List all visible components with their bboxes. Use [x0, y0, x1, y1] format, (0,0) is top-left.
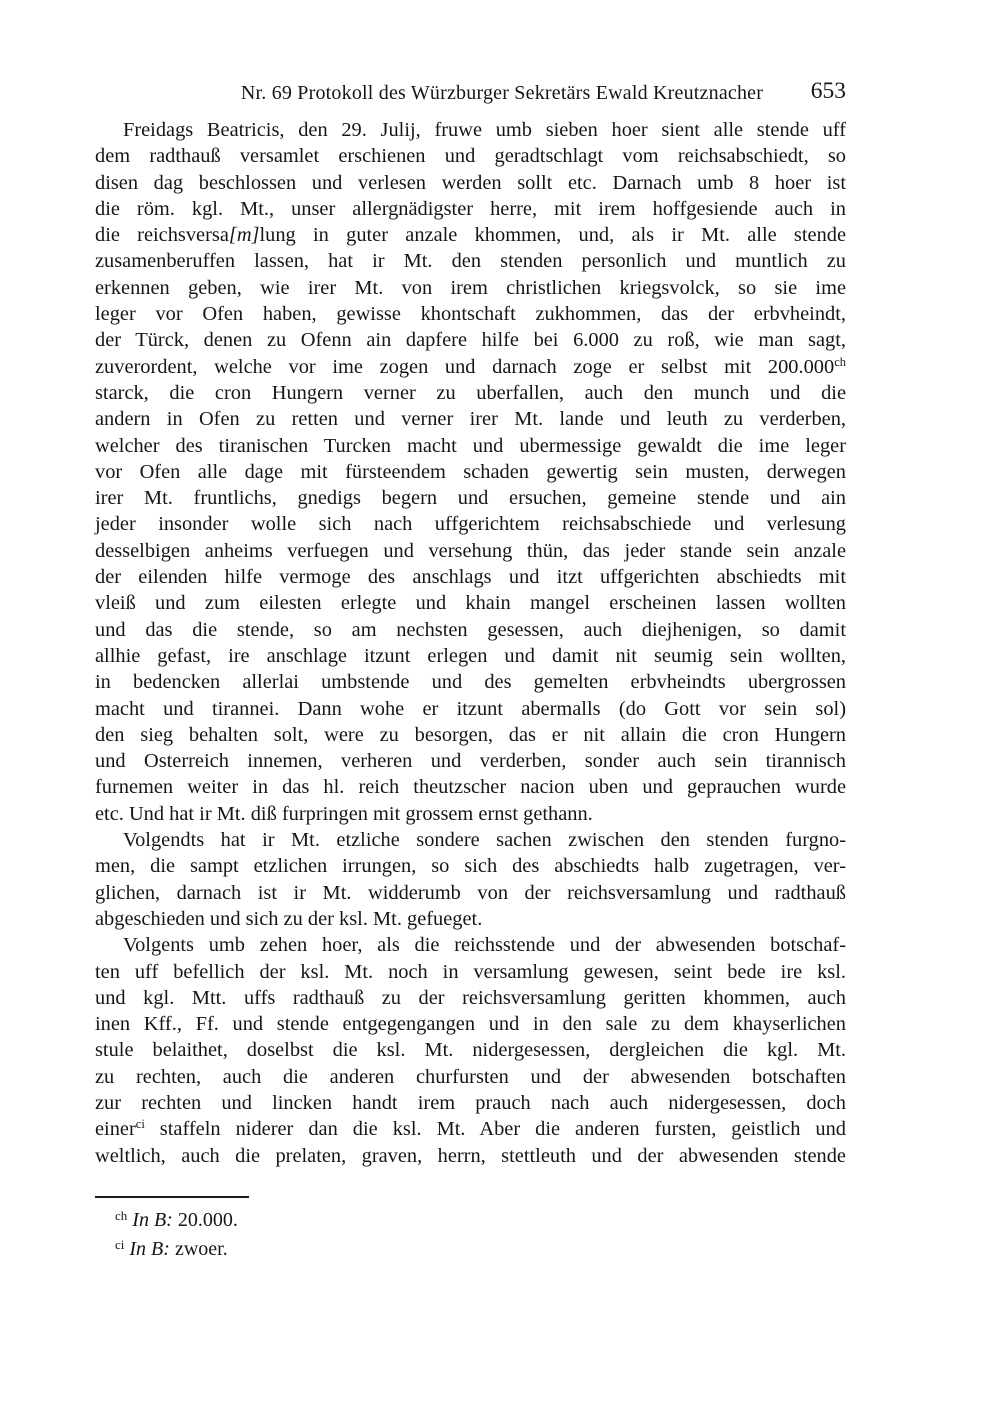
text-line — [95, 1037, 846, 1063]
text-segment: die röm. kgl. Mt., unser allergnädigster herre, mit irem hoffgesiende auch in — [95, 197, 846, 220]
paragraph — [95, 827, 846, 932]
text-segment: jeder insonder wolle sich nach uffgerichtem reichsabschiede und verlesung — [95, 513, 846, 536]
paragraph — [95, 932, 846, 1169]
footnote-list — [95, 1206, 846, 1263]
text-line — [95, 170, 846, 196]
text-segment: der Türck, denen zu Ofenn ain dapfere hilfe bei 6.000 zu roß, wie man sagt, — [95, 329, 846, 352]
text-line — [95, 617, 846, 643]
text-segment: Freidags Beatricis, den 29. Julij, fruwe umb sieben hoer sient alle stende uff — [123, 119, 846, 141]
text-line — [95, 511, 846, 537]
text-line — [95, 906, 846, 932]
text-line — [95, 1090, 846, 1116]
text-segment: glichen, darnach ist ir Mt. widderumb von der reichsversamlung und radthauß — [95, 881, 846, 904]
footnote-marker: ci — [115, 1236, 125, 1252]
text-line — [95, 748, 846, 774]
text-line — [95, 774, 846, 800]
text-line — [95, 275, 846, 301]
text-line — [95, 801, 846, 827]
text-line — [95, 301, 846, 327]
text-line — [95, 1011, 846, 1037]
footnote-reference: ch — [834, 354, 846, 369]
text-line — [95, 590, 846, 616]
text-line — [95, 485, 846, 511]
text-segment: den sieg behalten solt, were zu besorgen, das er nit allain die cron Hungern — [95, 723, 846, 746]
text-segment: men, die sampt etzlichen irrungen, so sich des abschiedts halb zugetragen, ver- — [95, 855, 846, 878]
paragraph — [95, 117, 846, 827]
text-line — [95, 222, 846, 248]
text-line — [95, 459, 846, 485]
text-line — [95, 433, 846, 459]
footnote-source: In B: — [127, 1209, 173, 1231]
text-segment: Volgendts hat ir Mt. etzliche sondere sachen zwischen den stenden furgno- — [123, 829, 846, 852]
footnote-reading: zwoer. — [169, 1237, 228, 1260]
editorial-insertion: [m] — [228, 224, 260, 247]
text-line — [95, 354, 846, 380]
text-segment: zur rechten und lincken handt irem prauch nach auch nidergesessen, doch — [95, 1091, 846, 1114]
footnote — [95, 1206, 846, 1235]
text-line — [95, 406, 846, 432]
text-segment: in bedencken allerlai umbstende und des gemelten erbvheindts ubergrossen — [95, 671, 846, 694]
text-line — [95, 880, 846, 906]
text-segment: macht und tirannei. Dann wohe er itzunt abermalls (do Gott vor sein sol) — [95, 697, 846, 720]
text-line — [95, 1116, 846, 1142]
text-segment: und kgl. Mtt. uffs radthauß zu der reichsversamlung geritten khommen, auch — [95, 986, 846, 1009]
running-header-title: Nr. 69 Protokoll des Würzburger Sekretärs Ewald Kreutznacher — [240, 82, 764, 104]
text-segment: und Osterreich innemen, verheren und verderben, sonder auch sein tirannisch — [95, 750, 846, 773]
footnote-marker: ch — [115, 1208, 128, 1223]
text-segment: leger vor Ofen haben, gewisse khontschaft zukhommen, das der erbvheindt, — [95, 303, 846, 326]
text-line — [95, 380, 846, 406]
text-line — [95, 143, 846, 169]
text-segment: dem radthauß versamlet erschienen und geradtschlagt vom reichsabschiedt, so — [95, 145, 846, 168]
page-number: 653 — [810, 78, 846, 104]
text-segment: vleiß und zum eilesten erlegte und khain mangel erscheinen lassen wollten — [95, 592, 846, 615]
text-segment: zusamenberuffen lassen, hat ir Mt. den stenden personlich und muntlich zu — [95, 250, 846, 273]
text-line — [95, 827, 846, 853]
footnote-source: In B: — [124, 1237, 170, 1260]
text-segment: abgeschieden und sich zu der ksl. Mt. gefueget. — [95, 907, 483, 930]
text-line — [95, 1064, 846, 1090]
text-segment: inen Kff., Ff. und stende entgegengangen und in den sale zu dem khayserlichen — [95, 1013, 846, 1036]
text-segment: starck, die cron Hungern verner zu uberfallen, auch den munch und die — [95, 381, 846, 404]
text-segment: ten uff befellich der ksl. Mt. noch in versamlung gewesen, seint bede ire ksl. — [95, 960, 846, 983]
text-line — [95, 932, 846, 958]
text-segment: irer Mt. fruntlichs, gnedigs begern und ersuchen, gemeine stende und ain — [95, 487, 846, 510]
text-segment: der eilenden hilfe vermoge des anschlags und itzt uffgerichten abschiedts mit — [95, 566, 846, 589]
text-line — [95, 985, 846, 1011]
text-segment: erkennen geben, wie irer Mt. von irem christlichen kriegsvolck, so sie ime — [95, 276, 846, 299]
footnote-separator — [95, 1196, 249, 1198]
body-text — [95, 117, 846, 1169]
text-segment: weltlich, auch die prelaten, graven, herrn, stettleuth und der abwesenden stende — [95, 1144, 846, 1167]
footnote-reading: 20.000. — [172, 1209, 238, 1231]
text-line — [95, 196, 846, 222]
text-segment: und das die stende, so am nechsten gesessen, auch diejhenigen, so damit — [95, 618, 846, 641]
text-line — [95, 643, 846, 669]
text-segment: zu rechten, auch die anderen churfursten und der abwesenden botschaften — [95, 1065, 846, 1088]
text-segment: etc. Und hat ir Mt. diß furpringen mit grossem ernst gethann. — [95, 802, 593, 825]
text-segment: einer — [95, 1118, 136, 1141]
text-segment: furnemen weiter in das hl. reich theutzscher nacion uben und geprauchen wurde — [95, 776, 846, 799]
text-line — [95, 853, 846, 879]
text-segment: zuverordent, welche vor ime zogen und darnach zoge er selbst mit 200.000 — [95, 355, 835, 378]
text-line — [95, 722, 846, 748]
text-segment: die reichsversa — [95, 224, 229, 247]
text-segment: disen dag beschlossen und verlesen werden sollt etc. Darnach umb 8 hoer ist — [95, 171, 846, 194]
text-line — [95, 538, 846, 564]
text-line — [95, 564, 846, 590]
footnote — [95, 1235, 846, 1264]
text-line — [95, 959, 846, 985]
text-segment: lung in guter anzale khommen, und, als ir Mt. alle stende — [259, 224, 847, 247]
text-segment: allhie gefast, ire anschlage itzunt erlegen und damit nit seumig sein wollten, — [95, 644, 846, 667]
text-line — [95, 327, 846, 353]
text-line — [95, 696, 846, 722]
text-segment: stule belaithet, doselbst die ksl. Mt. nidergesessen, dergleichen die kgl. Mt. — [95, 1039, 846, 1062]
text-segment: vor Ofen alle dage mit fürsteendem schaden gewertig sein musten, derwegen — [95, 460, 846, 483]
text-segment: staffeln niderer dan die ksl. Mt. Aber die anderen fursten, geistlich und — [144, 1118, 846, 1141]
text-line — [95, 1143, 846, 1169]
text-line — [95, 669, 846, 695]
text-segment: welcher des tiranischen Turcken macht und ubermessige gewaldt die ime leger — [95, 434, 846, 457]
text-segment: Volgents umb zehen hoer, als die reichsstende und der abwesenden botschaf- — [123, 934, 846, 957]
text-segment: desselbigen anheims verfuegen und versehung thün, das jeder stande sein anzale — [95, 539, 846, 562]
text-segment: andern in Ofen zu retten und verner irer Mt. lande und leuth zu verderben, — [95, 408, 846, 431]
text-line — [95, 117, 846, 143]
text-line — [95, 248, 846, 274]
footnote-reference: ci — [135, 1117, 145, 1132]
